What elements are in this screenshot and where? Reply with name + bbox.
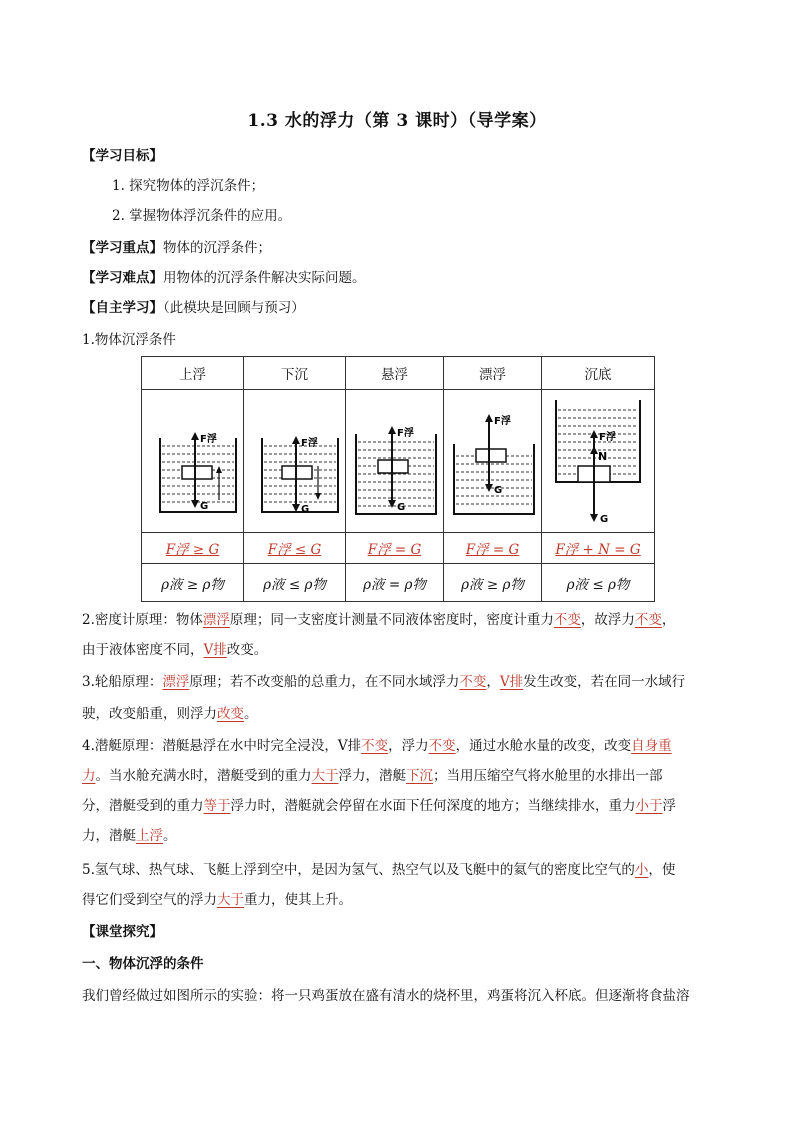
diagram-suspend-cell bbox=[346, 390, 444, 533]
key-point bbox=[82, 238, 271, 258]
label-g: G bbox=[396, 502, 405, 513]
diff-label: 【学习难点】 bbox=[82, 270, 163, 286]
paragraph-3-line-2: 驶，改变船重，则浮力改变。 bbox=[82, 706, 258, 722]
key-label: 【学习重点】 bbox=[82, 240, 163, 256]
formula-bottom: F浮 + N = G bbox=[542, 533, 655, 564]
diagram-float-cell bbox=[444, 390, 542, 533]
label-f: F浮 bbox=[199, 434, 217, 445]
header-rise: 上浮 bbox=[142, 357, 244, 390]
paragraph-3-line-1: 3.轮船原理：漂浮原理；若不改变船的总重力，在不同水域浮力不变，V排发生改变，若在同一水域行 bbox=[82, 674, 686, 690]
section-one-heading: 一、物体沉浮的条件 bbox=[82, 956, 204, 972]
header-sink: 下沉 bbox=[244, 357, 346, 390]
label-f: F浮 bbox=[599, 432, 616, 443]
density-rise: ρ液 ≥ ρ物 bbox=[142, 564, 244, 602]
key-text: 物体的沉浮条件； bbox=[163, 240, 271, 256]
paragraph-2-line-1: 2.密度计原理：物体漂浮原理；同一支密度计测量不同液体密度时，密度计重力不变，故浮力不变， bbox=[82, 612, 676, 628]
label-f: F浮 bbox=[300, 438, 318, 449]
density-suspend: ρ液 = ρ物 bbox=[346, 564, 444, 602]
diagram-bottom-cell bbox=[542, 390, 655, 533]
goal-item-1: 1. 探究物体的浮沉条件； bbox=[112, 178, 265, 194]
header-bottom: 沉底 bbox=[542, 357, 655, 390]
last-paragraph: 我们曾经做过如图所示的实验：将一只鸡蛋放在盛有清水的烧杯里，鸡蛋将沉入杯底。但逐渐将食盐溶 bbox=[82, 988, 690, 1004]
paragraph-2-line-2: 由于液体密度不同，V排改变。 bbox=[82, 642, 268, 658]
label-g: G bbox=[493, 485, 502, 496]
class-inquiry-header: 【课堂探究】 bbox=[82, 924, 163, 940]
label-f: F浮 bbox=[493, 416, 511, 427]
label-g: G bbox=[300, 504, 309, 515]
paragraph-5-line-1: 5.氢气球、热气球、飞艇上浮到空中，是因为氢气、热空气以及飞艇中的氦气的密度比空气的小，使 bbox=[82, 862, 676, 878]
label-f: F浮 bbox=[396, 428, 414, 439]
paragraph-4-line-1: 4.潜艇原理：潜艇悬浮在水中时完全浸没，V排不变，浮力不变，通过水舱水量的改变，改变自身重 bbox=[82, 738, 672, 754]
diagram-sink-cell bbox=[244, 390, 346, 533]
formula-float: F浮 = G bbox=[444, 533, 542, 564]
diagram-sink bbox=[246, 390, 344, 528]
header-float: 漂浮 bbox=[444, 357, 542, 390]
formula-rise: F浮 ≥ G bbox=[142, 533, 244, 564]
diagram-rise bbox=[144, 390, 242, 528]
self-study bbox=[82, 298, 305, 318]
paragraph-5-line-2: 得它们受到空气的浮力大于重力，使其上升。 bbox=[82, 892, 352, 908]
label-g: G bbox=[199, 501, 208, 512]
header-suspend: 悬浮 bbox=[346, 357, 444, 390]
density-sink: ρ液 ≤ ρ物 bbox=[244, 564, 346, 602]
paragraph-4-line-3: 分，潜艇受到的重力等于浮力时，潜艇就会停留在水面下任何深度的地方；当继续排水，重力小于浮 bbox=[82, 798, 676, 814]
difficulty bbox=[82, 268, 366, 288]
diagram-rise-cell bbox=[142, 390, 244, 533]
diagram-float bbox=[446, 390, 540, 528]
goal-item-2: 2. 掌握物体浮沉条件的应用。 bbox=[112, 208, 292, 224]
paragraph-4-line-4: 力，潜艇上浮。 bbox=[82, 828, 177, 844]
self-text: （此模块是回顾与预习） bbox=[163, 300, 305, 316]
buoyancy-conditions-table bbox=[141, 356, 655, 602]
formula-sink: F浮 ≤ G bbox=[244, 533, 346, 564]
diagram-bottom bbox=[544, 390, 652, 528]
label-n: N bbox=[598, 450, 608, 463]
diff-text: 用物体的沉浮条件解决实际问题。 bbox=[163, 270, 366, 286]
paragraph-4-line-2: 力。当水舱充满水时，潜艇受到的重力大于浮力，潜艇下沉；当用压缩空气将水舱里的水排出一部 bbox=[82, 768, 663, 784]
density-float: ρ液 ≥ ρ物 bbox=[444, 564, 542, 602]
diagram-suspend bbox=[348, 390, 442, 528]
density-bottom: ρ液 ≤ ρ物 bbox=[542, 564, 655, 602]
page-title: 1.3 水的浮力（第 3 课时）（导学案） bbox=[247, 111, 547, 131]
label-g: G bbox=[600, 514, 609, 525]
section-1-heading: 1.物体沉浮条件 bbox=[82, 332, 176, 348]
self-label: 【自主学习】 bbox=[82, 300, 163, 316]
goals-header: 【学习目标】 bbox=[82, 148, 163, 164]
formula-suspend: F浮 = G bbox=[346, 533, 444, 564]
